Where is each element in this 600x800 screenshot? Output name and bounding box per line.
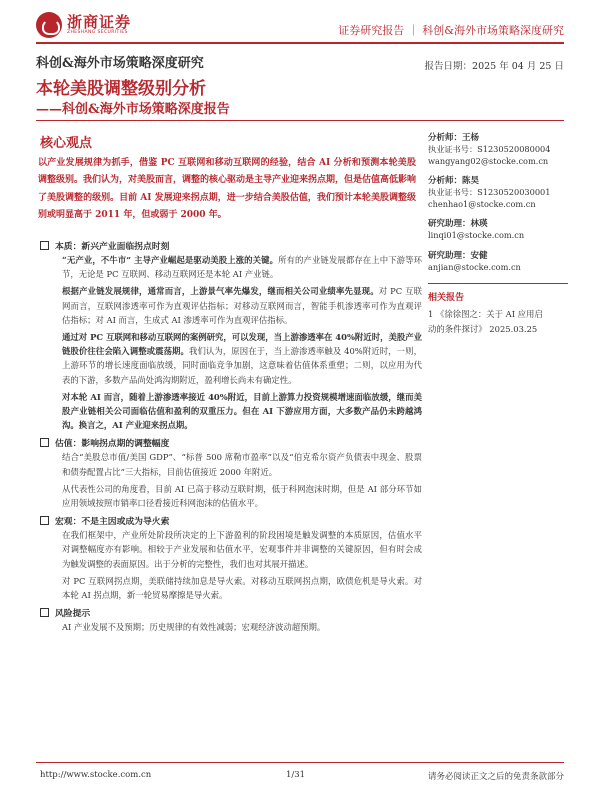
- section-paragraph: [40, 284, 422, 327]
- sidebar-divider: [428, 283, 568, 284]
- square-bullet-icon: [40, 516, 49, 525]
- footer-divider: [36, 762, 564, 763]
- paragraph-lead: “无产业，不牛市” 主导产业崛起是驱动美股上涨的关键。: [62, 255, 279, 265]
- analyst-block: [428, 175, 568, 210]
- sections: [40, 238, 422, 637]
- section-title: 风险提示: [55, 609, 91, 620]
- related-report-item[interactable]: [428, 307, 568, 337]
- section-paragraph: [40, 482, 422, 510]
- analyst-email[interactable]: wangyang02@stocke.com.cn: [428, 155, 549, 166]
- analyst-license: 执业证书号：S1230520030001: [428, 187, 551, 197]
- paragraph-body: 结合“美股总市值/美国 GDP”、“标普 500 席勒市盈率”以及“伯克希尔资产负债表中现金、股票和债券配置占比”三大指标，目前估值接近 2000 年附近。: [62, 452, 422, 477]
- brand-name-en: ZHESHANG SECURITIES: [67, 30, 128, 35]
- assistant-block: [428, 218, 568, 242]
- section-paragraph: [40, 390, 422, 433]
- related-reports-heading: 相关报告: [428, 293, 465, 303]
- report-series: 科创&海外市场策略深度研究: [36, 56, 204, 71]
- paragraph-lead: 根据产业链发展规律，通常而言，上游景气率先爆发，继而相关公司业绩率先显现。: [62, 286, 379, 297]
- assistant-name: 研究助理：安健: [428, 250, 488, 261]
- section-heading: [40, 513, 422, 528]
- square-bullet-icon: [40, 241, 49, 250]
- analyst-email[interactable]: chenhao1@stocke.com.cn: [428, 198, 536, 209]
- paragraph-lead: 对本轮 AI 而言，随着上游渗透率接近 40%附近，目前上游算力投资规模增速面临放缓，继而美股产业链相关公司面临估值和盈利的双重压力。但在 AI 下游应用方面，大多数产品仍未跨越鸿沟。换言之，AI 产业迎来拐点期。: [62, 391, 422, 431]
- core-heading: 核心观点: [40, 136, 93, 151]
- square-bullet-icon: [40, 438, 49, 447]
- section-paragraph: [40, 620, 422, 634]
- page-subtitle: ——科创&海外市场策略深度报告: [36, 102, 230, 117]
- section-title: 宏观：不是主因或成为导火索: [55, 517, 170, 528]
- footer-website-link[interactable]: http://www.stocke.com.cn: [40, 770, 152, 780]
- square-bullet-icon: [40, 608, 49, 617]
- brand-name-cn: 浙商证券: [67, 13, 132, 31]
- report-type: 证券研究报告 ｜ 科创&海外市场策略深度研究: [338, 24, 564, 37]
- analyst-name: 分析师：陈昊: [428, 176, 480, 186]
- paragraph-body: AI 产业发展不及预期；历史规律的有效性减弱；宏观经济波动超预期。: [62, 622, 326, 633]
- section-paragraph: [40, 330, 422, 387]
- section-heading: [40, 238, 422, 253]
- paragraph-body: 对 PC 互联网而言，互联网渗透率可作为直观评估指标；对移动互联网而言，智能手机渗透率可作为直观评估指标；对 AI 而言，生成式 AI 渗透率可作为直观评估指标。: [62, 286, 423, 325]
- analyst-name: 分析师：王杨: [428, 133, 480, 143]
- sidebar: [428, 132, 568, 337]
- paragraph-body: 从代表性公司的角度看，目前 AI 已高于移动互联时期，低于科网泡沫时期，但是 AI 部分环节如应用领域按照市销率口径看接近科网泡沫的估值水平。: [62, 483, 422, 509]
- section-paragraph: [40, 253, 422, 281]
- assistant-email[interactable]: linqi01@stocke.com.cn: [428, 230, 525, 240]
- page-title: 本轮美股调整级别分析: [36, 79, 206, 99]
- paragraph-body: 所有的产业链发展都存在上中下游等环节，无论是 PC 互联网、移动互联网还是本轮 AI 产业链。: [62, 255, 422, 280]
- analyst-block: [428, 132, 568, 167]
- paragraph-body: 我们认为，原因在于，当上游渗透率触及 40%附近时，一则，上游环节的增长速度面临放缓，同时面临竞争加剧，这意味着估值体系重塑；二则，以应用为代表的下游，多数产品尚处鸿沟期附近，盈利增长尚未有确定性。: [62, 346, 422, 385]
- report-date: 报告日期：2025 年 04 月 25 日: [424, 61, 564, 72]
- analyst-license: 执业证书号：S1230520080004: [428, 144, 551, 154]
- section-paragraph: [40, 450, 422, 478]
- assistant-name: 研究助理：林瑛: [428, 219, 488, 229]
- related-report-line: 动的条件探讨》 2025.03.25: [428, 324, 538, 334]
- paragraph-body: 对 PC 互联网拐点期，美联储持续加息是导火索。对移动互联网拐点期，欧债危机是导火索。对本轮 AI 拐点期，新一轮贸易摩擦是导火索。: [62, 575, 422, 601]
- section-title: 估值：影响拐点期的调整幅度: [55, 439, 170, 450]
- header-divider: [36, 42, 564, 44]
- footer-disclaimer: 请务必阅读正文之后的免责条款部分: [427, 772, 564, 782]
- assistant-email[interactable]: anjian@stocke.com.cn: [428, 261, 521, 272]
- brand-logo: [36, 12, 131, 38]
- paragraph-lead: 通过对 PC 互联网和移动互联网的案例研究，可以发现，当上游渗透率在 40%附近时，美股产业链股价往往会陷入调整或震荡期。: [62, 332, 422, 357]
- title-divider: [36, 120, 564, 121]
- section-heading: [40, 605, 422, 620]
- brand-logo-icon: [36, 12, 62, 38]
- paragraph-body: 在我们框架中，产业所处阶段所决定的上下游盈利的阶段困境是触发调整的本质原因，估值水平对调整幅度亦有影响。相较于产业发展和估值水平，宏观事件并非调整的关键原因，但有时会成为触发调整的表面原因。出于分析的完整性，我们也对其展开描述。: [62, 530, 422, 569]
- section-paragraph: [40, 574, 422, 602]
- core-text: 以产业发展规律为抓手，借鉴 PC 互联网和移动互联网的经验，结合 AI 分析和预测本轮美股调整级别。我们认为，对美股而言，调整的核心驱动是主导产业迎来拐点期，但是估值高低影响了美股调整的级别。目前 AI 发展迎来拐点期，进一步结合美股估值，我们预计本轮美股调整级别或明显高于 2011 年，但或弱于 2000 年。: [38, 158, 417, 221]
- section-paragraph: [40, 528, 422, 571]
- section-heading: [40, 435, 422, 450]
- section-title: 本质：新兴产业面临拐点时刻: [55, 242, 170, 252]
- related-report-line: 1 《徐徐图之：关于 AI 应用启: [428, 309, 543, 319]
- page-number: 1/31: [286, 770, 306, 780]
- assistant-block: [428, 250, 568, 274]
